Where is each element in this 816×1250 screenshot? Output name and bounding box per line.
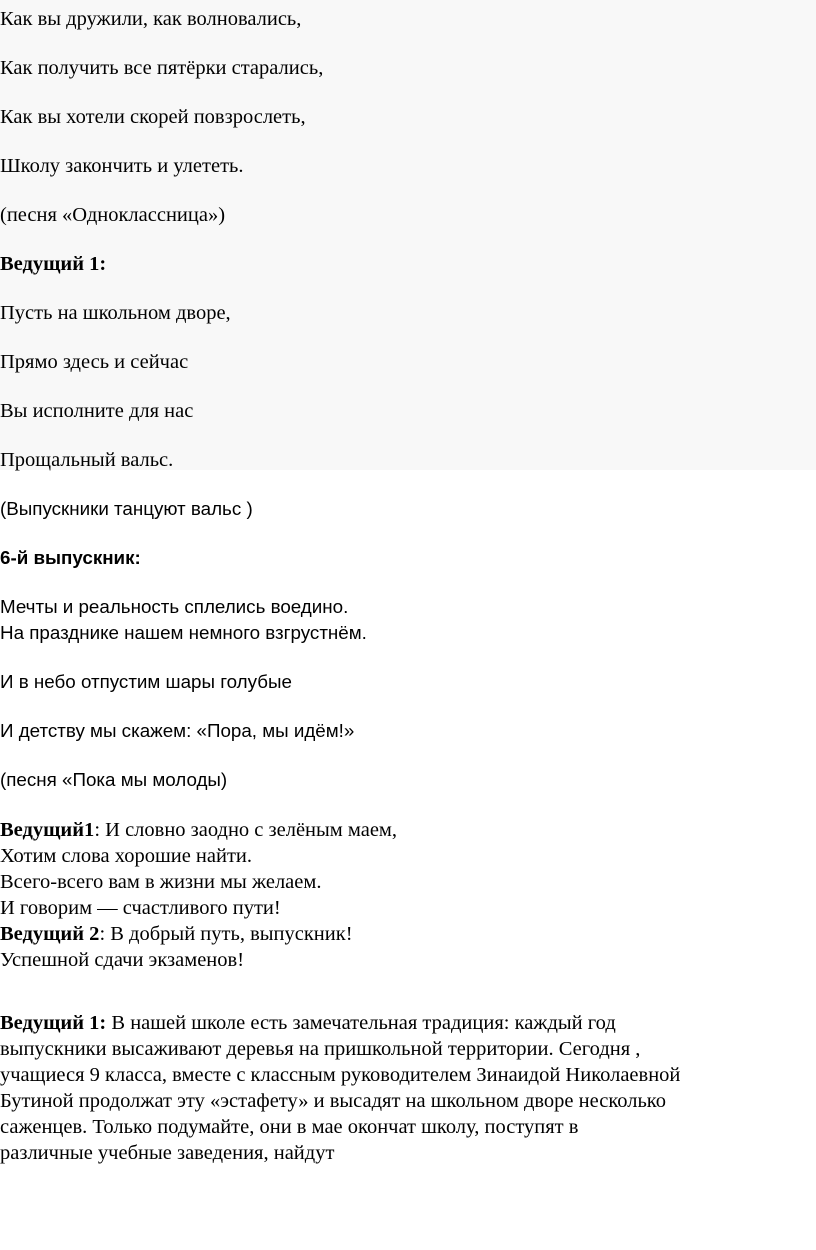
paragraph-line: выпускники высаживают деревья на пришкольной территории. Сегодня , [0, 1038, 641, 1060]
dialog-text: : В добрый путь, выпускник! [99, 923, 353, 945]
verse-line: Прямо здесь и сейчас [0, 351, 189, 373]
verse-line: И в небо отпустим шары голубые [0, 671, 292, 692]
speaker-label: Ведущий 2 [0, 923, 100, 945]
dialog-line: Хотим слова хорошие найти. [0, 845, 253, 867]
speaker-label: Ведущий1 [0, 819, 95, 841]
paragraph-text: В нашей школе есть замечательная традиция: каждый год [106, 1012, 616, 1034]
paragraph-line: учащиеся 9 класса, вместе с классным руководителем Зинаидой Николаевной [0, 1064, 681, 1086]
verse-line: Мечты и реальность сплелись воедино. [0, 596, 349, 617]
paragraph-line: Бутиной продолжат эту «эстафету» и высадят на школьном дворе несколько [0, 1090, 666, 1112]
verse-line: И детству мы скажем: «Пора, мы идём!» [0, 720, 355, 741]
paragraph-line [0, 1010, 616, 1036]
speaker-heading: 6-й выпускник: [0, 547, 141, 568]
dialog-line: Всего-всего вам в жизни мы желаем. [0, 871, 322, 893]
verse-line: Пусть на школьном дворе, [0, 302, 231, 324]
speaker-label: Ведущий 1: [0, 1012, 107, 1034]
dialog-text: : И словно заодно с зелёным маем, [94, 819, 398, 841]
verse-line: Школу закончить и улететь. [0, 155, 244, 177]
verse-line: Прощальный вальс. [0, 449, 174, 471]
dialog-line: И говорим — счастливого пути! [0, 897, 281, 919]
speaker-heading: Ведущий 1: [0, 253, 107, 275]
dialog-line: Успешной сдачи экзаменов! [0, 949, 245, 971]
stage-direction: (Выпускники танцуют вальс ) [0, 498, 253, 519]
song-note: (песня «Пока мы молоды) [0, 769, 228, 790]
dialog-line [0, 817, 397, 843]
verse-line: Как получить все пятёрки старались, [0, 57, 324, 79]
verse-line: Вы исполните для нас [0, 400, 194, 422]
verse-line: Как вы дружили, как волновались, [0, 8, 302, 30]
song-note: (песня «Одноклассница») [0, 204, 226, 226]
paragraph-line: различные учебные заведения, найдут [0, 1142, 335, 1164]
verse-line: Как вы хотели скорей повзрослеть, [0, 106, 306, 128]
paragraph-line: саженцев. Только подумайте, они в мае окончат школу, поступят в [0, 1116, 579, 1138]
verse-line: На празднике нашем немного взгрустнём. [0, 622, 367, 643]
dialog-line [0, 921, 353, 947]
